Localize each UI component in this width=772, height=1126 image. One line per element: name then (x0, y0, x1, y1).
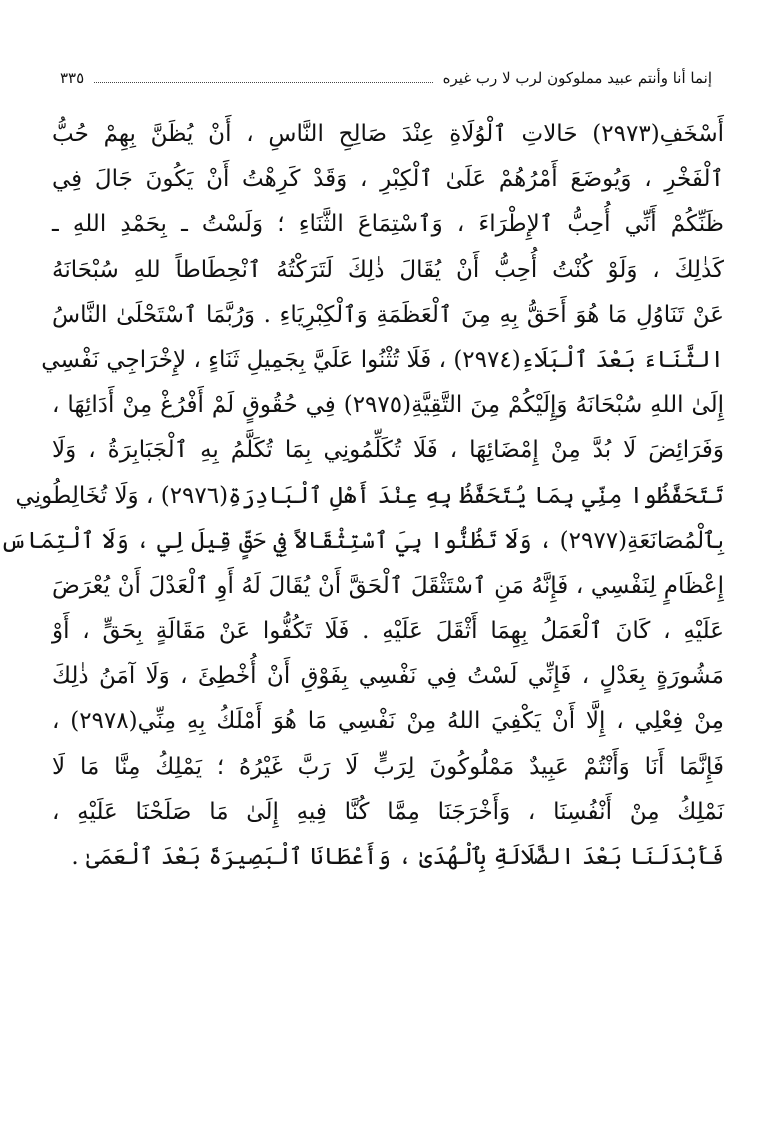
text-line: كَذٰلِكَ ، وَلَوْ كُنْتُ أُحِبُّ أَنْ يُقَالَ ذٰلِكَ لَتَرَكْتُهُ ٱنْحِطَاطاً للهِ سُبْحَانَهُ (52, 256, 724, 283)
text-line: وَفَرَائِضَ لَا بُدَّ مِنْ إِمْضَائِهَا ، فَلَا تُكَلِّمُونِي بِمَا تُكَلَّمُ بِهِ ٱلْجَبَابِرَةُ ، وَلَا (52, 437, 724, 464)
text-line: عَنْ تَنَاوُلِ مَا هُوَ أَحَقُّ بِهِ مِنَ ٱلْعَظَمَةِ وَٱلْكِبْرِيَاءِ . وَرُبَّمَا ٱسْتَحْلَىٰ النَّاسُ (52, 301, 724, 328)
text-line: إِلَىٰ اللهِ سُبْحَانَهُ وَإِلَيْكُمْ مِنَ التَّقِيَّةِ(٢٩٧٥) فِي حُقُوقٍ لَمْ أَفْرُغْ مِنْ أَدَائِهَا ، (52, 392, 725, 419)
text-line: إِعْظَامٍ لِنَفْسِي ، فَإِنَّهُ مَنِ ٱسْتَثْقَلَ ٱلْحَقَّ أَنْ يُقَالَ لَهُ أَوِ ٱلْعَدْلَ أَنْ يُعْرَضَ (52, 572, 724, 599)
body-text (0, 112, 725, 880)
text-line: مِنْ فِعْلِي ، إِلَّا أَنْ يَكْفِيَ اللهُ مِنْ نَفْسِي مَا هُوَ أَمْلَكُ بِهِ مِنِّي(٢٩٧٨) ، (52, 708, 724, 735)
text-line: مَشُورَةٍ بِعَدْلٍ ، فَإِنِّي لَسْتُ فِي نَفْسِي بِفَوْقِ أَنْ أُخْطِئَ ، وَلَا آمَنُ ذٰلِكَ (52, 663, 724, 690)
text-line: عَلَيْهِ ، كَانَ ٱلْعَمَلُ بِهِمَا أَثْقَلَ عَلَيْهِ . فَلَا تَكُفُّوا عَنْ مَقَالَةٍ بِحَقٍّ ، أَوْ (52, 618, 724, 645)
text-line: ٱلْفَخْرِ ، وَيُوضَعَ أَمْرُهُمْ عَلَىٰ ٱلْكِبْرِ ، وَقَدْ كَرِهْتُ أَنْ يَكُونَ جَالَ فِي (52, 166, 724, 193)
running-title: إنما أنا وأنتم عبيد مملوكون لرب لا رب غيره (442, 69, 712, 87)
page-header (60, 66, 712, 90)
text-line: فَأَبْدَلَنَا بَعْدَ الضَّلَالَةِ بِٱلْهُدَىٰ ، وَأَعْطَانَا ٱلْبَصِيرَةَ بَعْدَ ٱلْعَمَىٰ . (71, 844, 724, 870)
text-line: فَإِنَّمَا أَنَا وَأَنْتُمْ عَبِيدٌ مَمْلُوكُونَ لِرَبٍّ لَا رَبَّ غَيْرُهُ ؛ يَمْلِكُ مِنَّا مَا لَا (52, 753, 724, 780)
text-line: ظَنِّكُمْ أَنِّي أُحِبُّ ٱلإِطْرَاءَ ، وَٱسْتِمَاعَ الثَّنَاءِ ؛ وَلَسْتُ ـ بِحَمْدِ اللهِ ـ (52, 211, 724, 238)
text-line: بِٱلْمُصَانَعَةِ(٢٩٧٧) ، وَلَا تَظُنُّوا بِيَ ٱسْتِثْقَالاً فِي حَقٍّ قِيلَ لِي ، وَلَا ٱلْتِمَاسَ (0, 527, 724, 554)
dotted-leader (94, 82, 432, 83)
text-line: نَمْلِكُ مِنْ أَنْفُسِنَا ، وَأَخْرَجَنَا مِمَّا كُنَّا فِيهِ إِلَىٰ مَا صَلَحْنَا عَلَيْهِ ، (52, 798, 724, 825)
text-line: تَتَحَفَّظُوا مِنِّي بِمَا يُتَحَفَّظُ بِهِ عِنْدَ أَهْلِ ٱلْبَادِرَةِ(٢٩٧٦) ، وَلَا تُخَالِطُونِي (15, 482, 724, 509)
page-number: ٣٣٥ (60, 69, 85, 87)
text-line: أَسْخَفِ(٢٩٧٣) حَالاتِ ٱلْوُلَاةِ عِنْدَ صَالِحِ النَّاسِ ، أَنْ يُظَنَّ بِهِمْ حُبُّ (52, 121, 724, 147)
text-line: الثَّنَاءَ بَعْدَ ٱلْبَلَاءِ(٢٩٧٤) ، فَلَا تُثْنُوا عَلَيَّ بِجَمِيلِ ثَنَاءٍ ، لإِخْرَاجِي نَفْسِي (41, 346, 724, 373)
